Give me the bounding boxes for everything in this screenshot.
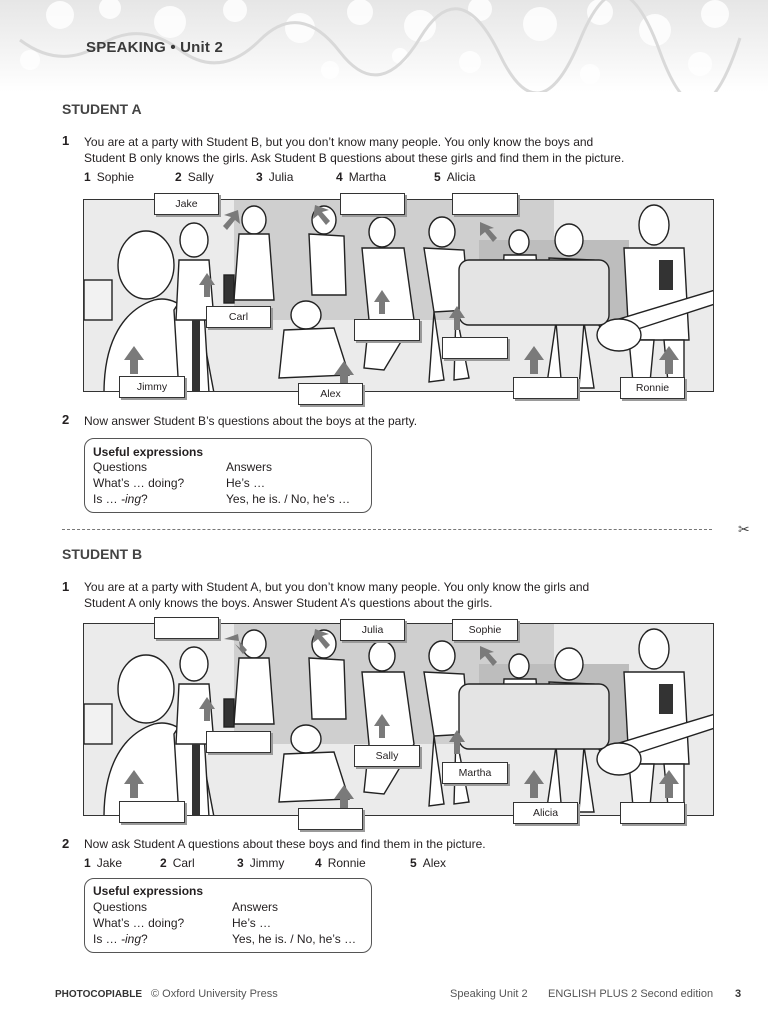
scissors-icon: ✂ [738, 521, 750, 537]
student-a-title: STUDENT A [62, 101, 142, 117]
label-box: Sophie [452, 619, 518, 641]
b-question-1-text [84, 579, 694, 611]
question-line: What’s … doing? [93, 916, 185, 930]
answer-line: Yes, he is. / No, he’s … [232, 932, 357, 946]
a-question-2-text: Now answer Student B’s questions about the boys at the party. [84, 414, 418, 428]
label-box-blank[interactable] [620, 802, 685, 824]
b-question-2-number: 2 [62, 836, 70, 851]
label-box: Martha [442, 762, 508, 784]
label-box: Sally [354, 745, 420, 767]
label-box-blank[interactable] [206, 731, 271, 753]
useful-expressions-box-b [84, 878, 372, 953]
pointer-arrows [84, 200, 714, 392]
b-question-1-number: 1 [62, 579, 70, 594]
question-line: Is … -ing? [93, 492, 148, 506]
b-q1-line2: Student A only knows the boys. Answer Student A’s questions about the girls. [84, 596, 493, 610]
answer-line: Yes, he is. / No, he’s … [226, 492, 351, 506]
list-item: 1 Sophie [84, 170, 135, 184]
list-item: 4 Ronnie [315, 856, 366, 870]
useful-expressions-box-a [84, 438, 372, 513]
label-box: Ronnie [620, 377, 685, 399]
cut-line [62, 529, 712, 530]
a-question-1-text [84, 134, 694, 166]
label-box-blank[interactable] [340, 193, 405, 215]
list-item: 5 Alicia [434, 170, 476, 184]
list-item: 3 Jimmy [237, 856, 285, 870]
label-box-blank[interactable] [119, 801, 185, 823]
list-item: 4 Martha [336, 170, 387, 184]
answer-line: He’s … [226, 476, 266, 490]
list-item: 2 Sally [175, 170, 214, 184]
pointer-arrows [84, 624, 714, 816]
label-box: Jake [154, 193, 219, 215]
label-box-blank[interactable] [298, 808, 363, 830]
question-line: What’s … doing? [93, 476, 185, 490]
page-number: 3 [735, 988, 742, 1000]
useful-heading: Useful expressions [93, 884, 204, 898]
a-question-1-number: 1 [62, 133, 70, 148]
party-illustration-a [83, 199, 714, 392]
list-item: 2 Carl [160, 856, 195, 870]
a-question-2-number: 2 [62, 412, 70, 427]
label-box-blank[interactable] [154, 617, 219, 639]
questions-heading: Questions [93, 460, 148, 474]
a-q1-line2: Student B only knows the girls. Ask Student B questions about these girls and find them in the picture. [84, 151, 625, 165]
label-box: Carl [206, 306, 271, 328]
question-line: Is … -ing? [93, 932, 148, 946]
answers-heading: Answers [232, 900, 279, 914]
page-title: SPEAKING • Unit 2 [86, 39, 224, 56]
label-box: Julia [340, 619, 405, 641]
label-box-blank[interactable] [513, 377, 578, 399]
party-illustration-b [83, 623, 714, 816]
answers-heading: Answers [226, 460, 273, 474]
list-item: 3 Julia [256, 170, 294, 184]
useful-heading: Useful expressions [93, 445, 204, 459]
copyright-text: © Oxford University Press [151, 988, 278, 1000]
page-header [0, 0, 768, 92]
label-box-blank[interactable] [354, 319, 420, 341]
questions-heading: Questions [93, 900, 148, 914]
footer-book-title: ENGLISH PLUS 2 Second edition [548, 988, 714, 1000]
label-box: Alicia [513, 802, 578, 824]
label-box-blank[interactable] [442, 337, 508, 359]
answer-line: He’s … [232, 916, 272, 930]
label-box: Alex [298, 383, 363, 405]
label-box: Jimmy [119, 376, 185, 398]
b-question-2-text: Now ask Student A questions about these boys and find them in the picture. [84, 837, 486, 851]
student-b-title: STUDENT B [62, 546, 143, 562]
b-q1-line1: You are at a party with Student A, but you don’t know many people. You only know the girls and [84, 580, 590, 594]
list-item: 5 Alex [410, 856, 447, 870]
footer-unit: Speaking Unit 2 [450, 988, 528, 1000]
label-box-blank[interactable] [452, 193, 518, 215]
photocopiable-label: PHOTOCOPIABLE [55, 989, 143, 1000]
a-q1-line1: You are at a party with Student B, but you don’t know many people. You only know the boys and [84, 135, 594, 149]
list-item: 1 Jake [84, 856, 123, 870]
